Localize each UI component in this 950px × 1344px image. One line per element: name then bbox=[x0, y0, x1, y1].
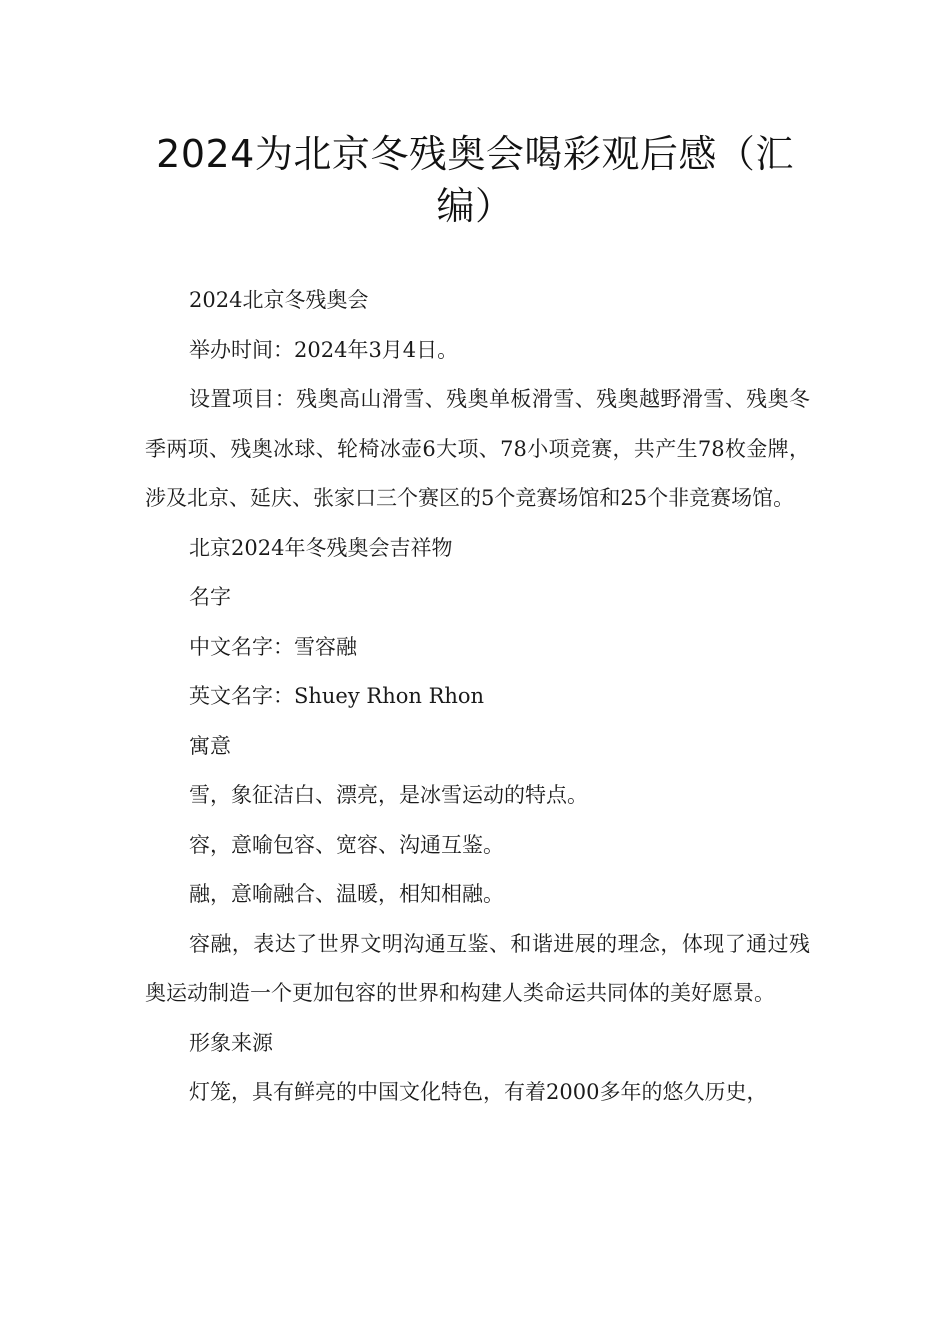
paragraph-event-date: 举办时间：2024年3月4日。 bbox=[189, 337, 459, 362]
paragraph-meaning-snow: 雪，象征洁白、漂亮，是冰雪运动的特点。 bbox=[189, 783, 588, 807]
paragraph-chinese-name: 中文名字：雪容融 bbox=[189, 634, 357, 659]
paragraph-english-name: 英文名字：Shuey Rhon Rhon bbox=[189, 684, 485, 708]
paragraph-meaning-rong: 容，意喻包容、宽容、沟通互鉴。 bbox=[189, 832, 504, 857]
paragraph-meaning-rong-fusion: 融，意喻融合、温暖，相知相融。 bbox=[189, 882, 504, 906]
paragraph-meaning-summary: 容融，表达了世界文明沟通互鉴、和谐进展的理念，体现了通过残奥运动制造一个更加包容的世界和构建人类命运共同体的美好愿景。 bbox=[145, 931, 810, 1005]
document-title: 2024为北京冬残奥会喝彩观后感（汇编） bbox=[156, 132, 794, 228]
paragraph-name-heading: 名字 bbox=[189, 585, 231, 609]
document-body bbox=[145, 276, 810, 1118]
paragraph-event-name: 2024北京冬残奥会 bbox=[189, 288, 369, 312]
paragraph-lantern: 灯笼，具有鲜亮的中国文化特色，有着2000多年的悠久历史， bbox=[189, 1080, 768, 1104]
paragraph-mascot-heading: 北京2024年冬残奥会吉祥物 bbox=[189, 535, 453, 560]
paragraph-event-items: 设置项目：残奥高山滑雪、残奥单板滑雪、残奥越野滑雪、残奥冬季两项、残奥冰球、轮椅冰壶6大项、78小项竞赛，共产生78枚金牌，涉及北京、延庆、张家口三个赛区的5个竞赛场馆和25个非竞赛场馆。 bbox=[145, 387, 810, 510]
paragraph-meaning-heading: 寓意 bbox=[189, 733, 231, 758]
paragraph-image-source-heading: 形象来源 bbox=[189, 1030, 273, 1055]
